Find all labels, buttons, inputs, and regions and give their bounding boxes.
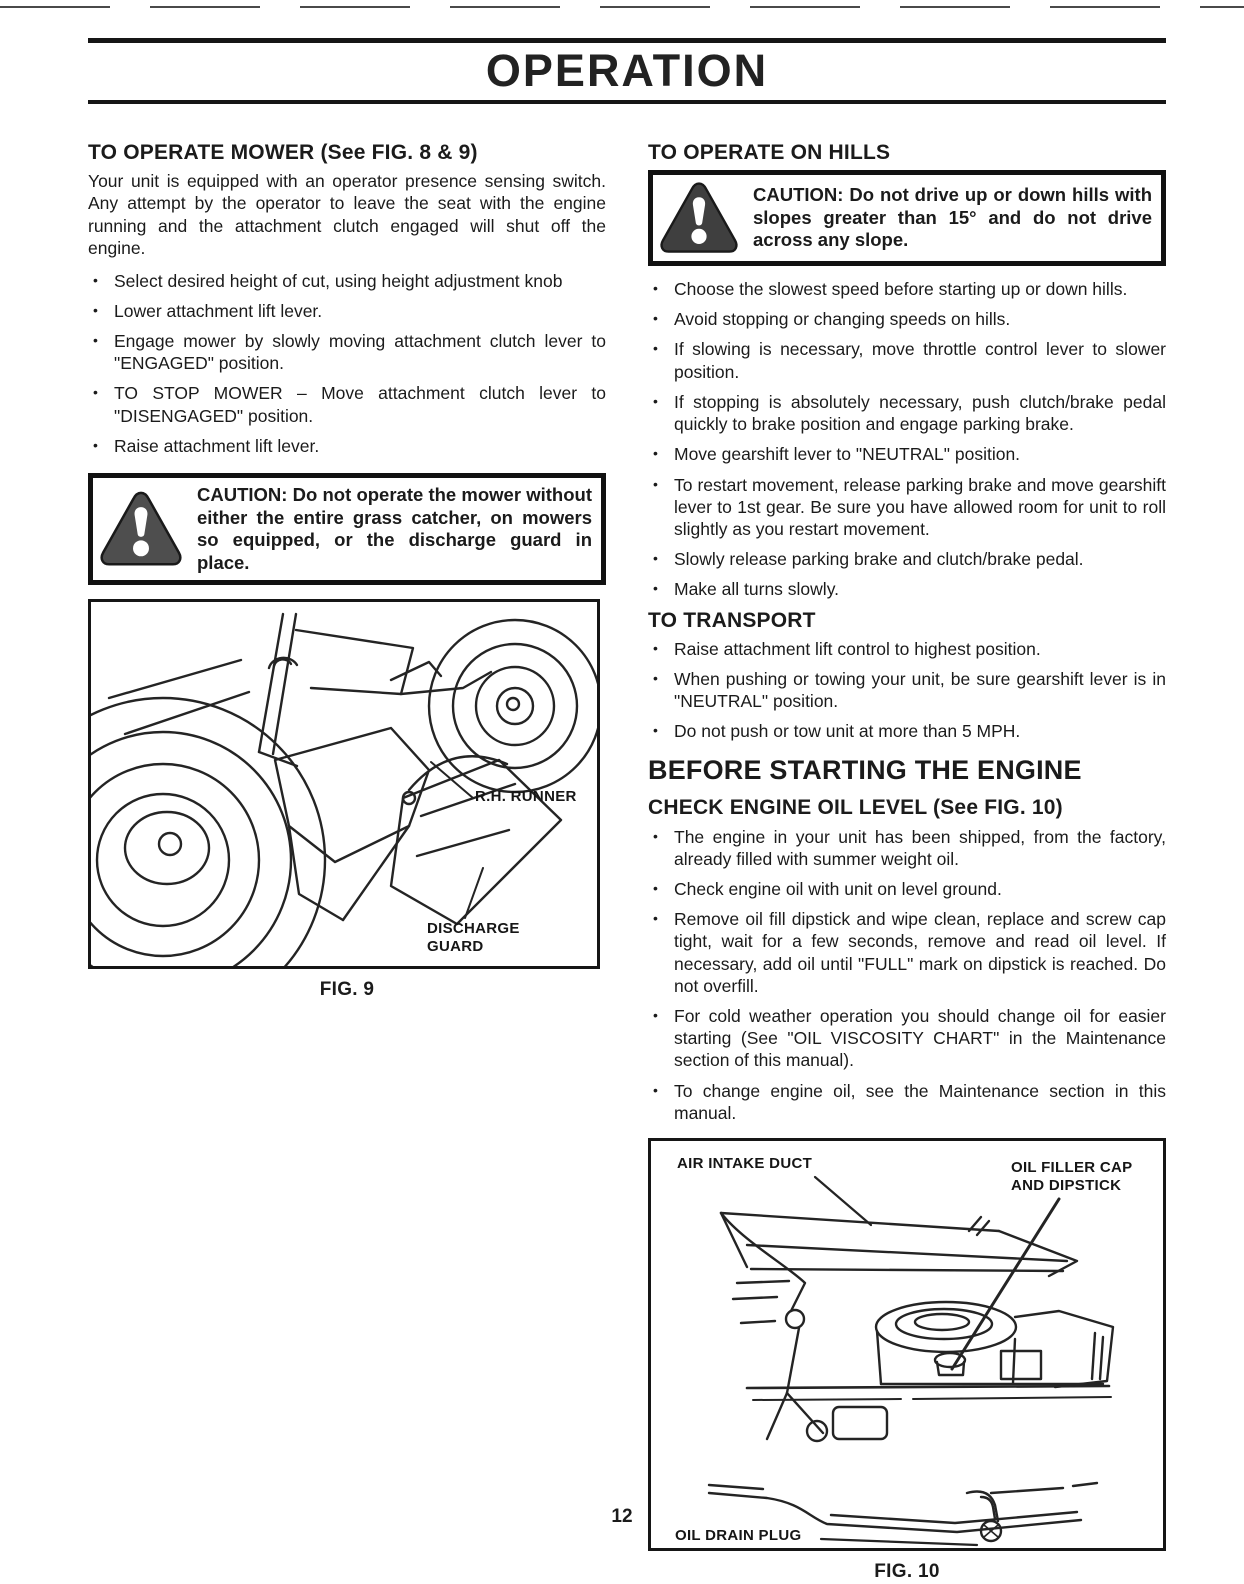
bullet-text: If stopping is absolutely necessary, push clutch/brake pedal quickly to brake position and engage parking brake. <box>674 391 1166 435</box>
list-item <box>648 908 1166 997</box>
section-heading-before-starting: BEFORE STARTING THE ENGINE <box>648 754 1082 785</box>
bullet-text: Make all turns slowly. <box>674 579 840 600</box>
list-item <box>648 548 1166 570</box>
list-item <box>648 578 1166 600</box>
list-item <box>88 300 606 322</box>
list-item <box>648 443 1166 465</box>
list-item <box>648 391 1166 435</box>
bullet-text: Choose the slowest speed before starting up or down hills. <box>674 279 1128 299</box>
fig9-label-rh-runner: R.H. RUNNER <box>475 788 577 806</box>
transport-list <box>648 638 1166 743</box>
figure-9 <box>88 599 600 969</box>
left-column <box>88 141 606 1583</box>
bullet-text: Remove oil fill dipstick and wipe clean, replace and screw cap tight, wait for a few seconds, remove and read oil level. If necessary, add oil until "FULL" mark on dipstick is reached. Do not overfill. <box>674 909 1166 996</box>
bullet-marker: • <box>93 384 98 401</box>
bullet-text: When pushing or towing your unit, be sure gearshift lever is in "NEUTRAL" position. <box>674 668 1166 712</box>
list-item <box>648 638 1166 660</box>
section-heading-operate-mower: TO OPERATE MOWER (See FIG. 8 & 9) <box>88 141 478 164</box>
fig9-label-discharge: DISCHARGE <box>427 920 520 938</box>
list-item <box>648 338 1166 382</box>
fig10-label-and-dipstick: AND DIPSTICK <box>1011 1177 1122 1195</box>
list-item <box>648 720 1166 742</box>
bullet-marker: • <box>653 310 658 327</box>
page-number: 12 <box>611 1506 633 1527</box>
list-item <box>648 668 1166 712</box>
bullet-marker: • <box>653 475 658 492</box>
bullet-text: Check engine oil with unit on level ground. <box>674 878 1002 899</box>
fig10-label-oil-drain-plug: OIL DRAIN PLUG <box>675 1527 802 1545</box>
bullet-text: To change engine oil, see the Maintenance section in this manual. <box>674 1080 1166 1123</box>
bullet-marker: • <box>653 1007 658 1024</box>
bullet-text: Raise attachment lift lever. <box>114 435 320 456</box>
bullet-marker: • <box>653 580 658 597</box>
bullet-marker: • <box>653 827 658 844</box>
bullet-text: Move gearshift lever to "NEUTRAL" position. <box>674 444 1021 465</box>
operate-mower-intro: Your unit is equipped with an operator presence sensing switch. Any attempt by the operator to leave the seat with the engine running and the attachment clutch engaged will shut off the engine. <box>88 171 606 259</box>
list-item <box>88 330 606 374</box>
right-column <box>648 141 1166 1583</box>
fig9-label-guard: GUARD <box>427 938 484 956</box>
bullet-marker: • <box>653 445 658 462</box>
bullet-text: Slowly release parking brake and clutch/brake pedal. <box>674 549 1084 570</box>
bullet-marker: • <box>93 301 98 318</box>
bullet-text: Lower attachment lift lever. <box>114 300 323 321</box>
page-header <box>88 38 1166 104</box>
list-item <box>648 1080 1166 1124</box>
check-oil-list <box>648 826 1166 1125</box>
bullet-text: The engine in your unit has been shipped, from the factory, already filled with summer weight oil. <box>674 826 1166 869</box>
bullet-marker: • <box>653 280 658 296</box>
list-item <box>648 878 1166 900</box>
caution-box-hills <box>648 170 1166 266</box>
section-heading-check-oil: CHECK ENGINE OIL LEVEL (See FIG. 10) <box>648 795 1063 819</box>
bullet-marker: • <box>653 722 658 739</box>
operate-mower-list <box>88 270 606 458</box>
fig10-illustration <box>651 1141 1163 1548</box>
bullet-text: Avoid stopping or changing speeds on hills. <box>674 309 1011 330</box>
list-item <box>648 474 1166 541</box>
list-item <box>88 435 606 457</box>
bullet-text: TO STOP MOWER – Move attachment clutch lever to "DISENGAGED" position. <box>114 383 606 426</box>
caution-text: CAUTION: Do not drive up or down hills with slopes greater than 15° and do not drive across any slope. <box>753 184 1152 251</box>
bullet-marker: • <box>93 271 98 288</box>
list-item <box>648 308 1166 330</box>
scan-artifact-line <box>0 6 1244 8</box>
header-rule-top <box>88 38 1166 43</box>
two-column-layout <box>88 141 1166 1583</box>
bullet-marker: • <box>93 436 98 453</box>
operate-hills-list <box>648 278 1166 601</box>
fig10-label-air-intake-duct: AIR INTAKE DUCT <box>677 1155 813 1173</box>
figure-10 <box>648 1138 1166 1551</box>
warning-triangle-icon <box>99 490 183 568</box>
caution-text: CAUTION: Do not operate the mower without either the entire grass catcher, on mowers so equipped, or the discharge guard in place. <box>197 484 592 573</box>
bullet-marker: • <box>653 392 658 409</box>
bullet-marker: • <box>653 910 658 927</box>
list-item <box>648 1005 1166 1072</box>
bullet-marker: • <box>653 669 658 686</box>
bullet-marker: • <box>653 550 658 567</box>
bullet-text: If slowing is necessary, move throttle control lever to slower position. <box>674 339 1166 382</box>
list-item <box>88 382 606 426</box>
bullet-marker: • <box>93 332 98 348</box>
bullet-marker: • <box>653 1081 658 1098</box>
caution-box-mower <box>88 473 606 585</box>
figure-10-caption: FIG. 10 <box>874 1561 940 1583</box>
bullet-text: Do not push or tow unit at more than 5 MPH. <box>674 721 1021 742</box>
warning-triangle-icon <box>659 181 739 255</box>
section-heading-operate-hills: TO OPERATE ON HILLS <box>648 141 891 164</box>
bullet-text: Engage mower by slowly moving attachment clutch lever to "ENGAGED" position. <box>114 331 606 374</box>
bullet-text: Select desired height of cut, using height adjustment knob <box>114 270 563 291</box>
list-item <box>88 270 606 292</box>
fig9-illustration <box>91 602 597 966</box>
fig10-label-oil-filler-cap: OIL FILLER CAP <box>1011 1159 1133 1177</box>
bullet-marker: • <box>653 879 658 896</box>
section-heading-transport: TO TRANSPORT <box>648 608 816 632</box>
list-item <box>648 826 1166 870</box>
bullet-marker: • <box>653 639 658 656</box>
bullet-text: For cold weather operation you should change oil for easier starting (See "OIL VISCOSITY CHART" in the Maintenance section of this manual). <box>674 1006 1166 1071</box>
bullet-text: To restart movement, release parking brake and move gearshift lever to 1st gear. Be sure you have allowed room for unit to roll slightly as you restart movement. <box>674 474 1166 539</box>
list-item <box>648 278 1166 300</box>
bullet-text: Raise attachment lift control to highest position. <box>674 638 1041 659</box>
bullet-marker: • <box>653 340 658 357</box>
figure-9-caption: FIG. 9 <box>319 979 375 1001</box>
header-rule-bottom <box>88 100 1166 104</box>
page-title: OPERATION <box>485 45 769 96</box>
